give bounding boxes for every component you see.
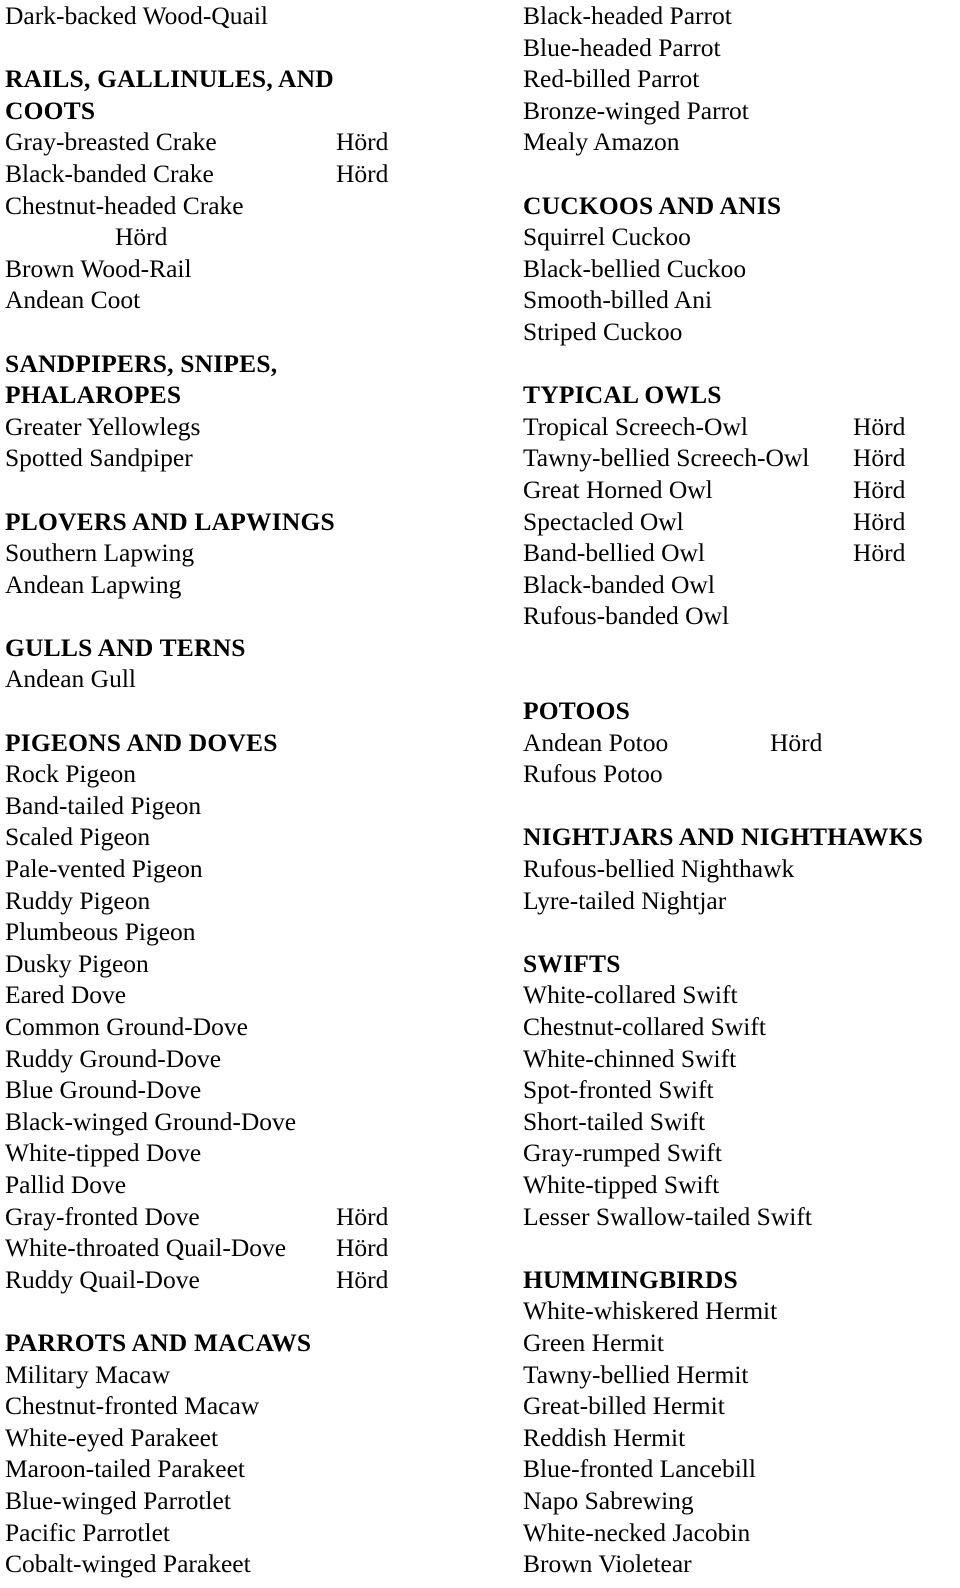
species-name: Military Macaw <box>5 1359 170 1389</box>
species-name: Bronze-winged Parrot <box>523 95 749 125</box>
species-green-hermit <box>523 1327 960 1359</box>
species-brown-wood-rail <box>5 253 505 285</box>
species-lesser-swallow-tailed-swift <box>523 1201 960 1233</box>
species-name: Andean Gull <box>5 664 137 694</box>
blank-line <box>523 663 960 695</box>
species-white-tipped-swift <box>523 1169 960 1201</box>
species-name: Lesser Swallow-tailed Swift <box>523 1201 812 1231</box>
heard-note: Hörd <box>336 1201 389 1231</box>
species-pale-vented-pigeon <box>5 853 505 885</box>
species-squirrel-cuckoo <box>523 221 960 253</box>
species-name: Gray-breasted Crake <box>5 127 217 157</box>
blank-line <box>5 474 505 506</box>
species-greater-yellowlegs <box>5 411 505 443</box>
species-name: Blue-headed Parrot <box>523 32 721 62</box>
species-name: Band-bellied Owl <box>523 538 705 568</box>
species-gray-fronted-dove <box>5 1201 505 1233</box>
blank-line <box>5 695 505 727</box>
species-white-necked-jacobin <box>523 1517 960 1549</box>
species-white-throated-quail-dove <box>5 1232 505 1264</box>
species-chestnut-collared-swift <box>523 1011 960 1043</box>
species-reddish-hermit <box>523 1422 960 1454</box>
species-spot-fronted-swift <box>523 1074 960 1106</box>
species-andean-potoo <box>523 727 960 759</box>
species-name: Black-headed Parrot <box>523 1 732 30</box>
species-note-line <box>5 221 505 253</box>
species-name: Eared Dove <box>5 980 127 1010</box>
species-name: Dusky Pigeon <box>5 948 149 978</box>
species-ruddy-ground-dove <box>5 1043 505 1075</box>
species-name: Black-bellied Cuckoo <box>523 253 747 283</box>
species-name: Blue-winged Parrotlet <box>5 1485 231 1515</box>
species-name: Blue-fronted Lancebill <box>523 1454 756 1484</box>
species-black-banded-owl <box>523 569 960 601</box>
blank-line <box>523 1232 960 1264</box>
species-andean-coot <box>5 284 505 316</box>
species-name: Short-tailed Swift <box>523 1106 706 1136</box>
species-name: Scaled Pigeon <box>5 822 151 852</box>
species-name: Common Ground-Dove <box>5 1012 248 1041</box>
species-great-billed-hermit <box>523 1390 960 1422</box>
heard-note: Hörd <box>770 727 823 757</box>
species-name: Ruddy Quail-Dove <box>5 1264 200 1294</box>
species-chestnut-headed-crake <box>5 190 505 222</box>
heard-note: Hörd <box>336 1264 389 1294</box>
species-name: Chestnut-headed Crake <box>5 190 244 220</box>
heard-note: Hörd <box>336 127 389 157</box>
blank-line <box>523 348 960 380</box>
species-ruddy-pigeon <box>5 885 505 917</box>
species-tawny-bellied-screech-owl <box>523 442 960 474</box>
species-chestnut-fronted-macaw <box>5 1390 505 1422</box>
species-name: Tawny-bellied Screech-Owl <box>523 443 810 473</box>
section-heading-parrots-and-macaws: PARROTS AND MACAWS <box>5 1327 312 1357</box>
species-name: Dark-backed Wood-Quail <box>5 1 269 30</box>
species-spotted-sandpiper <box>5 442 505 474</box>
species-scaled-pigeon <box>5 821 505 853</box>
left-column <box>5 0 505 1580</box>
species-military-macaw <box>5 1359 505 1391</box>
species-name: Greater Yellowlegs <box>5 411 201 441</box>
species-name: Andean Coot <box>5 285 141 315</box>
species-name: Black-banded Crake <box>5 158 214 188</box>
species-gray-rumped-swift <box>523 1137 960 1169</box>
section-heading-potoos: POTOOS <box>523 696 631 726</box>
species-spectacled-owl <box>523 506 960 538</box>
species-name: Plumbeous Pigeon <box>5 917 196 947</box>
section-heading-hummingbirds: HUMMINGBIRDS <box>523 1264 738 1294</box>
species-rock-pigeon <box>5 758 505 790</box>
species-name: White-tipped Dove <box>5 1138 202 1168</box>
species-name: Smooth-billed Ani <box>523 285 713 315</box>
species-pallid-dove <box>5 1169 505 1201</box>
species-black-headed-parrot <box>523 0 960 32</box>
species-name: Gray-fronted Dove <box>5 1201 200 1231</box>
species-plumbeous-pigeon <box>5 916 505 948</box>
species-name: Pale-vented Pigeon <box>5 854 203 884</box>
heard-note: Hörd <box>853 538 906 568</box>
species-name: White-tipped Swift <box>523 1169 720 1199</box>
species-name: Brown Wood-Rail <box>5 253 192 283</box>
species-name: White-throated Quail-Dove <box>5 1233 287 1263</box>
species-white-whiskered-hermit <box>523 1295 960 1327</box>
species-name: White-collared Swift <box>523 980 738 1010</box>
species-black-banded-crake <box>5 158 505 190</box>
species-name: Spotted Sandpiper <box>5 443 193 473</box>
species-black-winged-ground-dove <box>5 1106 505 1138</box>
species-blue-fronted-lancebill <box>523 1453 960 1485</box>
species-dark-backed-wood-quail <box>5 0 505 32</box>
species-white-eyed-parakeet <box>5 1422 505 1454</box>
species-name: Rufous Potoo <box>523 759 663 789</box>
species-white-tipped-dove <box>5 1137 505 1169</box>
species-name: Tropical Screech-Owl <box>523 411 748 441</box>
species-name: Napo Sabrewing <box>523 1485 694 1515</box>
species-name: Andean Lapwing <box>5 569 182 599</box>
species-great-horned-owl <box>523 474 960 506</box>
species-name: Red-billed Parrot <box>523 64 700 94</box>
species-red-billed-parrot <box>523 63 960 95</box>
species-name: Andean Potoo <box>523 727 669 757</box>
section-heading-typical-owls: TYPICAL OWLS <box>523 380 722 410</box>
species-name: Spectacled Owl <box>523 506 684 536</box>
species-name: White-whiskered Hermit <box>523 1296 778 1326</box>
species-name: Ruddy Pigeon <box>5 885 151 915</box>
species-maroon-tailed-parakeet <box>5 1453 505 1485</box>
species-name: Chestnut-fronted Macaw <box>5 1391 260 1421</box>
species-rufous-bellied-nighthawk <box>523 853 960 885</box>
species-lyre-tailed-nightjar <box>523 885 960 917</box>
species-name: Ruddy Ground-Dove <box>5 1043 222 1073</box>
species-name: Black-winged Ground-Dove <box>5 1106 297 1136</box>
species-band-bellied-owl <box>523 537 960 569</box>
heard-note: Hörd <box>336 1233 389 1263</box>
heard-note: Hörd <box>853 443 906 473</box>
heard-note: Hörd <box>115 222 168 252</box>
heard-note: Hörd <box>853 411 906 441</box>
species-blue-headed-parrot <box>523 32 960 64</box>
species-name: Great Horned Owl <box>523 474 713 504</box>
heard-note: Hörd <box>336 158 389 188</box>
species-andean-lapwing <box>5 569 505 601</box>
blank-line <box>523 158 960 190</box>
heard-note: Hörd <box>853 474 906 504</box>
blank-line <box>523 790 960 822</box>
species-dusky-pigeon <box>5 948 505 980</box>
section-heading-gulls-and-terns: GULLS AND TERNS <box>5 632 246 662</box>
species-brown-violetear <box>523 1548 960 1580</box>
species-bronze-winged-parrot <box>523 95 960 127</box>
right-column <box>523 0 960 1580</box>
species-eared-dove <box>5 979 505 1011</box>
species-name: Black-banded Owl <box>523 569 715 599</box>
species-name: Rufous-banded Owl <box>523 601 730 631</box>
species-tawny-bellied-hermit <box>523 1359 960 1391</box>
section-heading-plovers-and-lapwings: PLOVERS AND LAPWINGS <box>5 506 335 536</box>
species-name: White-necked Jacobin <box>523 1517 751 1547</box>
species-name: White-eyed Parakeet <box>5 1422 219 1452</box>
species-name: Tawny-bellied Hermit <box>523 1359 749 1389</box>
species-name: Chestnut-collared Swift <box>523 1012 766 1041</box>
heard-note: Hörd <box>853 506 906 536</box>
blank-line <box>5 32 505 64</box>
species-cobalt-winged-parakeet <box>5 1548 505 1580</box>
species-southern-lapwing <box>5 537 505 569</box>
species-name: Rufous-bellied Nighthawk <box>523 854 795 884</box>
blank-line <box>5 1295 505 1327</box>
section-heading-pigeons-and-doves: PIGEONS AND DOVES <box>5 727 278 757</box>
species-mealy-amazon <box>523 126 960 158</box>
species-black-bellied-cuckoo <box>523 253 960 285</box>
section-heading-phalaropes: PHALAROPES <box>5 380 182 410</box>
species-name: Squirrel Cuckoo <box>523 222 691 252</box>
species-short-tailed-swift <box>523 1106 960 1138</box>
species-name: Reddish Hermit <box>523 1422 686 1452</box>
species-common-ground-dove <box>5 1011 505 1043</box>
species-name: Green Hermit <box>523 1327 664 1357</box>
species-blue-ground-dove <box>5 1074 505 1106</box>
species-tropical-screech-owl <box>523 411 960 443</box>
species-striped-cuckoo <box>523 316 960 348</box>
section-heading-sandpipers-snipes: SANDPIPERS, SNIPES, <box>5 348 278 378</box>
species-name: Striped Cuckoo <box>523 316 683 346</box>
species-name: White-chinned Swift <box>523 1043 737 1073</box>
section-heading-nightjars-and-nighthawks: NIGHTJARS AND NIGHTHAWKS <box>523 822 924 852</box>
species-rufous-potoo <box>523 758 960 790</box>
section-heading-cuckoos-and-anis: CUCKOOS AND ANIS <box>523 190 782 220</box>
species-ruddy-quail-dove <box>5 1264 505 1296</box>
species-name: Pallid Dove <box>5 1169 127 1199</box>
species-white-collared-swift <box>523 979 960 1011</box>
species-name: Southern Lapwing <box>5 538 195 568</box>
blank-line <box>5 316 505 348</box>
species-name: Great-billed Hermit <box>523 1391 725 1421</box>
blank-line <box>5 600 505 632</box>
species-name: Maroon-tailed Parakeet <box>5 1454 246 1484</box>
species-pacific-parrotlet <box>5 1517 505 1549</box>
species-name: Cobalt-winged Parakeet <box>5 1549 251 1579</box>
species-blue-winged-parrotlet <box>5 1485 505 1517</box>
species-name: Band-tailed Pigeon <box>5 790 202 820</box>
species-name: Gray-rumped Swift <box>523 1138 722 1168</box>
species-white-chinned-swift <box>523 1043 960 1075</box>
species-name: Spot-fronted Swift <box>523 1075 714 1105</box>
section-heading-coots: COOTS <box>5 95 96 125</box>
species-napo-sabrewing <box>523 1485 960 1517</box>
species-name: Pacific Parrotlet <box>5 1517 170 1547</box>
species-smooth-billed-ani <box>523 284 960 316</box>
blank-line <box>523 916 960 948</box>
section-heading-rails-gallinules-and: RAILS, GALLINULES, AND <box>5 64 334 94</box>
species-gray-breasted-crake <box>5 126 505 158</box>
species-name: Lyre-tailed Nightjar <box>523 885 727 915</box>
species-name: Brown Violetear <box>523 1549 692 1579</box>
species-name: Blue Ground-Dove <box>5 1075 202 1105</box>
species-name: Rock Pigeon <box>5 759 137 789</box>
species-band-tailed-pigeon <box>5 790 505 822</box>
species-name: Mealy Amazon <box>523 127 680 157</box>
species-andean-gull <box>5 663 505 695</box>
section-heading-swifts: SWIFTS <box>523 948 621 978</box>
blank-line <box>523 632 960 664</box>
species-rufous-banded-owl <box>523 600 960 632</box>
